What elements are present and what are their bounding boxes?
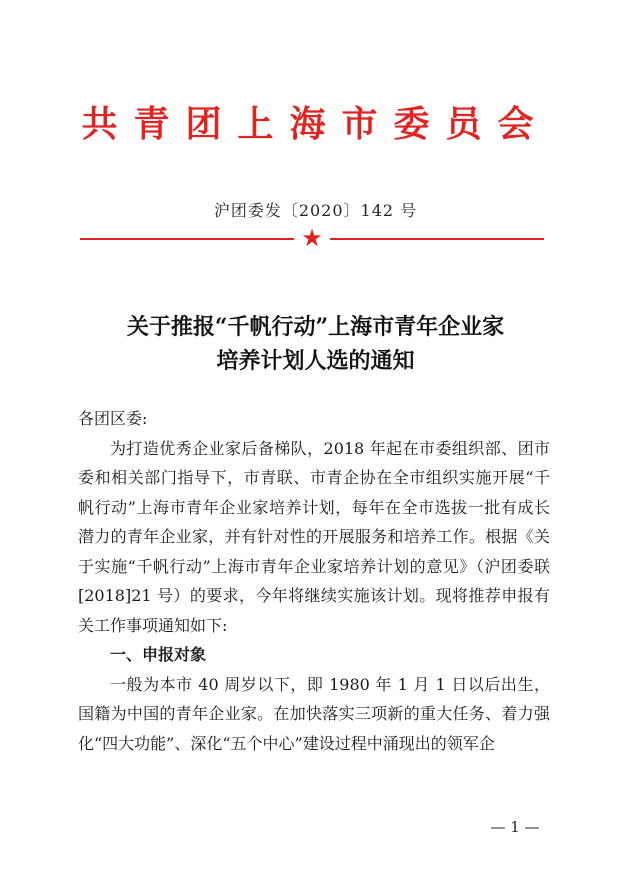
- header-divider: [80, 224, 544, 252]
- page-number: — 1 —: [490, 818, 540, 836]
- notice-title-line-1: 关于推报“千帆行动”上海市青年企业家: [126, 314, 505, 340]
- divider-line-left: [80, 238, 294, 240]
- notice-body: [78, 404, 550, 758]
- organization-title: 共青团上海市委员会: [81, 103, 550, 145]
- document-number: 沪团委发〔2020〕142 号: [213, 201, 418, 220]
- intro-paragraph: 为打造优秀企业家后备梯队，2018 年起在市委组织部、团市委和相关部门指导下，市青联、市青企协在全市组织实施开展“千帆行动”上海市青年企业家培养计划，每年在全市选拔一批有成长潜力的青年企业家，并有针对性的开展服务和培养工作。根据《关于实施“千帆行动”上海市青年企业家培养计划的意见》（沪团委联[2018]21 号）的要求，今年将继续实施该计划。现将推荐申报有关工作事项通知如下:: [78, 438, 550, 635]
- salutation: 各团区委:: [78, 409, 148, 428]
- applicants-paragraph: 一般为本市 40 周岁以下，即 1980 年 1 月 1 日以后出生，国籍为中国的青年企业家。在加快落实三项新的重大任务、着力强化“四大功能”、深化“五个中心”建设过程中涌现出的领军企: [78, 674, 550, 753]
- notice-title: [0, 310, 631, 378]
- divider-line-right: [330, 238, 544, 240]
- section-heading-applicants: 一、申报对象: [110, 645, 207, 664]
- star-icon: ★: [301, 224, 323, 252]
- notice-title-line-2: 培养计划人选的通知: [216, 348, 415, 374]
